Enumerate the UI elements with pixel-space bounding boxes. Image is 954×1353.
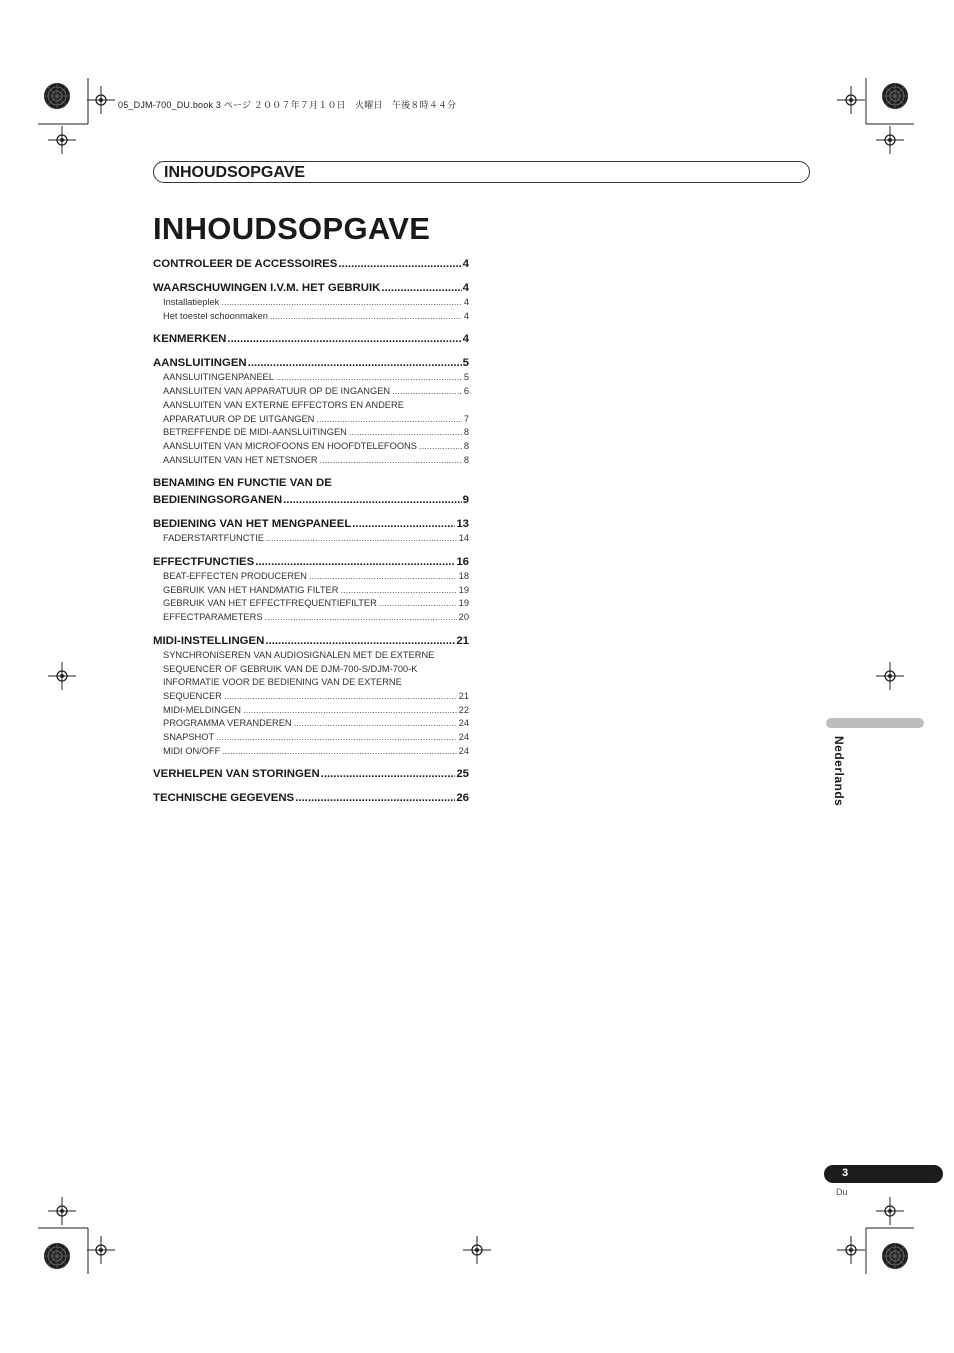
- leader-dots: [392, 385, 462, 399]
- toc-entry: [153, 280, 469, 323]
- page-number-tab: [824, 1165, 943, 1183]
- toc-subentry-title-line: AANSLUITEN VAN EXTERNE EFFECTORS EN ANDERE: [163, 399, 404, 410]
- toc-subentry-page: 4: [463, 310, 469, 321]
- leader-dots: [294, 717, 457, 731]
- toc-entry-page: 13: [456, 518, 469, 531]
- toc-subentry-title: Installatieplek: [163, 297, 220, 307]
- toc-subentry[interactable]: [163, 310, 469, 324]
- section-header-bar: [153, 161, 810, 183]
- toc-subentry-page: 8: [463, 440, 469, 451]
- toc-subentry-page: 20: [458, 612, 469, 623]
- leader-dots: [216, 731, 457, 745]
- leader-dots: [265, 633, 455, 649]
- leader-dots: [248, 355, 462, 371]
- toc-subentry-title: AANSLUITEN VAN APPARATUUR OP DE INGANGEN: [163, 386, 391, 397]
- toc-subentry-title: BEAT-EFFECTEN PRODUCEREN: [163, 571, 307, 582]
- toc-subentry-page: 24: [458, 745, 469, 756]
- toc-entry-title: WAARSCHUWINGEN I.V.M. HET GEBRUIK: [153, 282, 381, 294]
- toc-subentry-page: 14: [458, 533, 469, 544]
- toc-entry: [153, 516, 469, 546]
- toc-entry: [153, 256, 469, 272]
- section-label: INHOUDSOPGAVE: [164, 164, 306, 181]
- toc-entry-page: 4: [462, 282, 469, 294]
- toc-subentry-page: 19: [458, 598, 469, 609]
- toc-subentry-page: 22: [458, 704, 469, 715]
- leader-dots: [320, 454, 462, 468]
- leader-dots: [379, 597, 457, 611]
- toc-subentry[interactable]: [163, 413, 469, 427]
- toc-entry-main[interactable]: [153, 355, 469, 371]
- leader-dots: [338, 256, 461, 272]
- toc-subentry[interactable]: [163, 296, 469, 310]
- toc-subentry-page: 24: [458, 718, 469, 729]
- toc-subentry-title: SNAPSHOT: [163, 732, 215, 743]
- toc-subentry[interactable]: [163, 532, 469, 546]
- toc-entry-main[interactable]: [153, 790, 469, 806]
- toc-subentry[interactable]: [163, 440, 469, 454]
- toc-entry-title: BEDIENING VAN HET MENGPANEEL: [153, 518, 352, 531]
- toc-entry: [153, 790, 469, 806]
- leader-dots: [349, 426, 462, 440]
- toc-entry-main[interactable]: [153, 516, 469, 532]
- toc-entry: [153, 475, 469, 508]
- toc-subentry[interactable]: [163, 611, 469, 625]
- toc-subentry-title: GEBRUIK VAN HET EFFECTFREQUENTIEFILTER: [163, 598, 377, 609]
- toc-subentry-title: EFFECTPARAMETERS: [163, 612, 263, 623]
- toc-subentry[interactable]: [163, 731, 469, 745]
- toc-subentry-page: 5: [463, 372, 469, 383]
- toc-subentry[interactable]: [163, 570, 469, 584]
- leader-dots: [295, 790, 455, 806]
- toc-subentry[interactable]: [163, 371, 469, 385]
- toc-entry-main[interactable]: [153, 766, 469, 782]
- leader-dots: [309, 570, 457, 584]
- toc-subentry-title: Het toestel schoonmaken: [163, 310, 268, 321]
- toc-subentry-page: 18: [458, 571, 469, 582]
- toc-subentry[interactable]: [163, 745, 469, 759]
- leader-dots: [321, 766, 456, 782]
- toc-subentry[interactable]: [163, 426, 469, 440]
- toc-subentry-page: 19: [458, 584, 469, 595]
- leader-dots: [270, 310, 462, 324]
- toc-subentry-page: 6: [463, 386, 469, 397]
- toc-subentry[interactable]: [163, 690, 469, 704]
- toc-entry-title: MIDI-INSTELLINGEN: [153, 634, 265, 647]
- leader-dots: [265, 611, 457, 625]
- toc-subentry-title-line: SEQUENCER OF GEBRUIK VAN DE DJM-700-S/DJM-700-K: [163, 663, 418, 674]
- toc-entry-title: AANSLUITINGEN: [153, 357, 247, 370]
- toc-subentry[interactable]: [163, 717, 469, 731]
- leader-dots: [227, 331, 461, 347]
- toc-entry-main[interactable]: [153, 331, 469, 347]
- toc-subentry-title: MIDI-MELDINGEN: [163, 704, 241, 715]
- toc-entry-title: BEDIENINGSORGANEN: [153, 494, 283, 507]
- toc-entry-main[interactable]: [153, 633, 469, 649]
- toc-subentry-title: FADERSTARTFUNCTIE: [163, 533, 264, 544]
- toc-entry: [153, 331, 469, 347]
- toc-subentry-title: MIDI ON/OFF: [163, 745, 221, 756]
- language-tab: [826, 718, 924, 728]
- toc-entry-page: 21: [456, 634, 469, 647]
- toc-entry-title: TECHNISCHE GEGEVENS: [153, 792, 295, 805]
- toc-subentry-title: BETREFFENDE DE MIDI-AANSLUITINGEN: [163, 427, 347, 438]
- toc-subentry-title-line: INFORMATIE VOOR DE BEDIENING VAN DE EXTERNE: [163, 677, 402, 688]
- toc-entry-page: 26: [456, 792, 469, 805]
- leader-dots: [222, 745, 456, 759]
- toc-entry-main[interactable]: [153, 554, 469, 570]
- toc-entry-title: KENMERKEN: [153, 333, 227, 346]
- toc-entry-page: 25: [456, 768, 469, 781]
- toc-entry-title: EFFECTFUNCTIES: [153, 556, 255, 569]
- leader-dots: [276, 371, 462, 385]
- toc-subentry[interactable]: [163, 597, 469, 611]
- toc-entry-page: 9: [462, 494, 469, 507]
- toc-subentry-page: 7: [463, 413, 469, 424]
- toc-subentry-page: 21: [458, 690, 469, 701]
- leader-dots: [340, 584, 456, 598]
- toc-entry-main[interactable]: [153, 256, 469, 272]
- toc-subentry-page: 8: [463, 427, 469, 438]
- toc-subentry[interactable]: [163, 584, 469, 598]
- toc-entry: [153, 554, 469, 625]
- toc-subentry-title: APPARATUUR OP DE UITGANGEN: [163, 413, 315, 424]
- language-label: Nederlands: [832, 736, 846, 807]
- toc-subentry-page: 8: [463, 454, 469, 465]
- toc-subentry[interactable]: [163, 454, 469, 468]
- leader-dots: [266, 532, 457, 546]
- toc-subentry-title: PROGRAMMA VERANDEREN: [163, 718, 292, 729]
- leader-dots: [316, 413, 461, 427]
- table-of-contents: [153, 256, 469, 806]
- toc-subentry[interactable]: [163, 385, 469, 399]
- toc-subentry-title: GEBRUIK VAN HET HANDMATIG FILTER: [163, 584, 339, 595]
- leader-dots: [381, 280, 461, 296]
- toc-subentry-title: AANSLUITINGENPANEEL: [163, 372, 274, 383]
- page-language-code: Du: [836, 1187, 848, 1197]
- toc-subentry-page: 24: [458, 732, 469, 743]
- toc-entry: [153, 633, 469, 759]
- toc-entry: [153, 766, 469, 782]
- leader-dots: [283, 492, 462, 508]
- toc-subentry-page: 4: [463, 297, 469, 307]
- leader-dots: [224, 690, 457, 704]
- toc-entry-page: 5: [462, 357, 469, 370]
- toc-subentry-title: AANSLUITEN VAN HET NETSNOER: [163, 454, 318, 465]
- leader-dots: [352, 516, 455, 532]
- toc-subentry-title-line: SYNCHRONISEREN VAN AUDIOSIGNALEN MET DE EXTERNE: [163, 649, 435, 660]
- toc-entry-main[interactable]: [153, 280, 469, 296]
- toc-entry-title: VERHELPEN VAN STORINGEN: [153, 768, 320, 781]
- toc-entry-page: 4: [462, 258, 469, 270]
- leader-dots: [243, 704, 457, 718]
- toc-entry-page: 16: [456, 556, 469, 569]
- toc-subentry-title: SEQUENCER: [163, 690, 222, 701]
- page-title: INHOUDSOPGAVE: [153, 211, 431, 246]
- toc-entry-title-line: BENAMING EN FUNCTIE VAN DE: [153, 477, 332, 490]
- toc-entry: [153, 355, 469, 467]
- leader-dots: [419, 440, 462, 454]
- toc-entry-page: 4: [462, 333, 469, 346]
- leader-dots: [221, 296, 461, 310]
- page-number: 3: [842, 1167, 849, 1179]
- toc-entry-title: CONTROLEER DE ACCESSOIRES: [153, 258, 338, 270]
- toc-entry-main[interactable]: [153, 492, 469, 508]
- file-header: 05_DJM-700_DU.book 3 ページ ２００７年７月１０日 火曜日 午後８時４４分: [118, 100, 457, 110]
- toc-subentry-title: AANSLUITEN VAN MICROFOONS EN HOOFDTELEFOONS: [163, 440, 417, 451]
- leader-dots: [255, 554, 455, 570]
- toc-subentry[interactable]: [163, 704, 469, 718]
